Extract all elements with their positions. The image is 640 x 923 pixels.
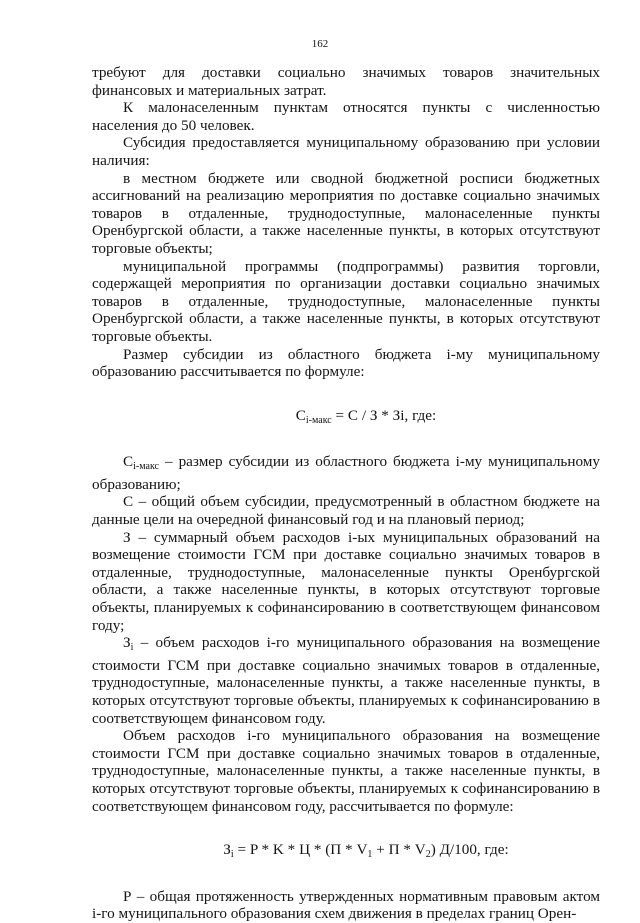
definition-subsidy-max: $C_{i-макс}$ – размер субсидии из областного бюджета i-му муниципальному образованию; (92, 453, 600, 493)
formula-subsidy (92, 407, 600, 430)
page-number: 162 (311, 38, 329, 50)
paragraph-expense-volume: Объем расходов i-го муниципального образования на возмещение стоимости ГСМ при доставке социально значимых товаров в отдаленные, труднодоступные, малонаселенные пункты, а также населенные пункты, в которых отсутствуют торговые объекты, планируемых к софинансированию в соответствующем финансовом году, рассчитывается по формуле: (92, 727, 600, 815)
formula-subsidy-lhs-sub: i-макс (305, 414, 332, 426)
definition-total-subsidy: С – общий объем субсидии, предусмотренный в областном бюджете на данные цели на очередной финансовый год и на плановый период; (92, 493, 600, 529)
formula-subsidy-lhs: C (295, 406, 306, 424)
paragraph-condition-program: муниципальной программы (подпрограммы) развития торговли, содержащей мероприятия по организации доставки социально значимых товаров в отдаленные, труднодоступные, малонаселенные пункты Оренбургской области, а также населенные пункты, в которых отсутствуют торговые объекты. (92, 257, 600, 345)
definition-municipal-expenses: $З_i$ – объем расходов i-го муниципального образования на возмещение стоимости ГСМ при доставке социально значимых товаров в отдаленные, труднодоступные, малонаселенные пункты, а также населенные пункты, в которых отсутствуют торговые объекты, планируемых к софинансированию в соответствующем финансовом году. (92, 634, 600, 727)
paragraph-continuation: требуют для доставки социально значимых товаров значительных финансовых и материальных затрат. (92, 64, 600, 99)
formula-expenses: $З_i = P * K * Ц * (П * V_1 + П * V_2)$ Д/100, где: (223, 841, 509, 861)
definition-total-expenses: З – суммарный объем расходов i-ых муниципальных образований на возмещение стоимости ГСМ при доставке социально значимых товаров в отдаленные, труднодоступные, малонаселенные пункты Оренбургской области, а также населенные пункты, в которых отсутствуют торговые объекты, планируемых к софинансированию в соответствующем финансовом году; (92, 528, 600, 634)
paragraph-sparse-localities: К малонаселенным пунктам относятся пункты с численностью населения до 50 человек. (92, 99, 600, 134)
paragraph-condition-budget: в местном бюджете или сводной бюджетной росписи бюджетных ассигнований на реализацию мероприятия по доставке социально значимых товаров в отдаленные, труднодоступные, малонаселенные пункты Оренбургской области, а также населенные пункты, в которых отсутствуют торговые объекты; (92, 169, 600, 257)
formula-subsidy-rhs: = C / З * Зi, где: (331, 406, 437, 424)
paragraph-subsidy-conditions: Субсидия предоставляется муниципальному образованию при условии наличия: (92, 134, 600, 169)
paragraph-subsidy-size: Размер субсидии из областного бюджета i-му муниципальному образованию рассчитывается по формуле: (92, 345, 600, 381)
body-text (92, 64, 600, 923)
definition-route-length: Р – общая протяженность утвержденных нормативным правовым актом i-го муниципального образования схем движения в пределах границ Орен- (92, 887, 600, 923)
